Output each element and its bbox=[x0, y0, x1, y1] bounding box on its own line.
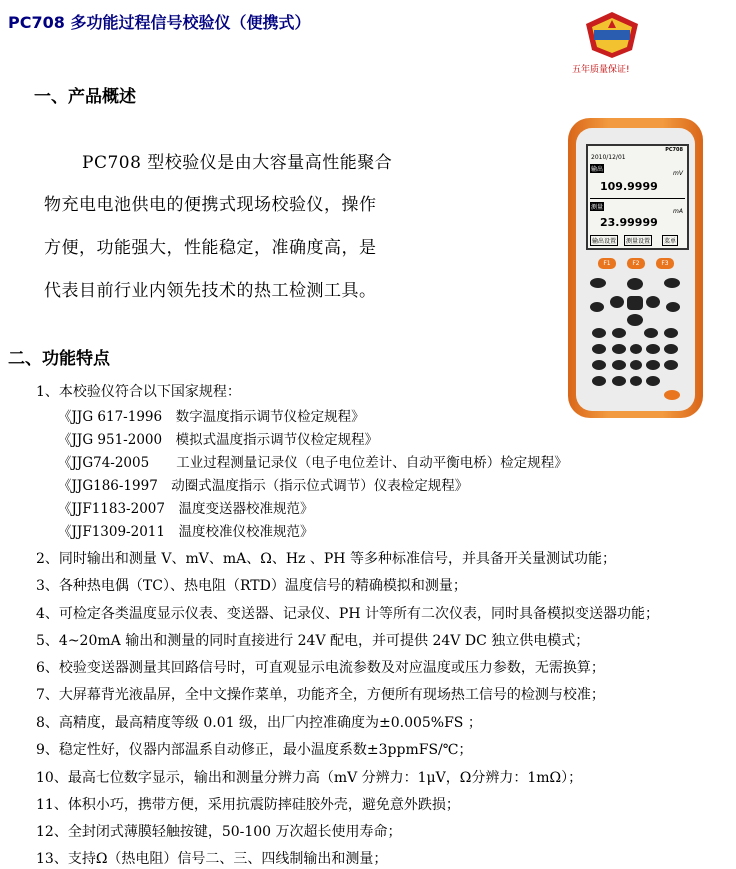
device-f3-key: F3 bbox=[656, 258, 674, 269]
feature-item: 13、支持Ω（热电阻）信号二、三、四线制输出和测量； bbox=[36, 851, 388, 867]
device-screen bbox=[586, 144, 689, 250]
feature-item: 10、最高七位数字显示，输出和测量分辨力高（mV 分辨力：1μV，Ω分辨力：1mΩ）； bbox=[36, 770, 583, 786]
page-title: PC708 多功能过程信号校验仪（便携式） bbox=[8, 13, 311, 32]
intro-line: 代表目前行业内领先技术的热工检测工具。 bbox=[44, 281, 377, 301]
screen-output-tag: 输出 bbox=[591, 166, 604, 173]
badge-caption: 五年质量保证! bbox=[572, 65, 630, 75]
standard-item: 《JJG 617-1996 数字温度指示调节仪检定规程》 bbox=[58, 409, 365, 425]
feature-item: 9、稳定性好，仪器内部温系自动修正，最小温度系数±3ppmFS/℃； bbox=[36, 742, 473, 758]
section-heading-overview: 一、产品概述 bbox=[34, 87, 136, 107]
screen-date: 2010/12/01 bbox=[591, 154, 626, 161]
feature-item: 3、各种热电偶（TC）、热电阻（RTD）温度信号的精确模拟和测量； bbox=[36, 578, 467, 594]
intro-line: 方便，功能强大，性能稳定，准确度高，是 bbox=[44, 238, 377, 258]
screen-measure-tag: 测量 bbox=[591, 204, 604, 211]
feature-item: 7、大屏幕背光液晶屏，全中文操作菜单，功能齐全，方便所有现场热工信号的检测与校准； bbox=[36, 687, 605, 703]
feature-item: 6、校验变送器测量其回路信号时，可直观显示电流参数及对应温度或压力参数，无需换算； bbox=[36, 660, 605, 676]
standard-item: 《JJG 951-2000 模拟式温度指示调节仪检定规程》 bbox=[58, 432, 379, 448]
screen-model: PC708 bbox=[665, 147, 683, 153]
screen-measure-value: 23.99999 bbox=[600, 216, 658, 229]
intro-line: PC708 型校验仪是由大容量高性能聚合 bbox=[82, 153, 393, 173]
feature-item: 4、可检定各类温度显示仪表、变送器、记录仪、PH 计等所有二次仪表，同时具备模拟变送器功能； bbox=[36, 606, 659, 622]
calibrator-device-image bbox=[568, 118, 703, 428]
screen-menu-measure: 测量设置 bbox=[624, 235, 652, 246]
screen-output-unit: mV bbox=[673, 170, 683, 177]
device-f2-key: F2 bbox=[627, 258, 645, 269]
section-heading-features: 二、功能特点 bbox=[8, 349, 110, 369]
standard-item: 《JJF1183-2007 温度变送器校准规范》 bbox=[58, 501, 314, 517]
standard-item: 《JJG74-2005 工业过程测量记录仪（电子电位差计、自动平衡电桥）检定规程》 bbox=[58, 455, 568, 471]
quality-badge-icon bbox=[582, 10, 642, 60]
intro-line: 物充电电池供电的便携式现场校验仪，操作 bbox=[44, 195, 377, 215]
feature-item: 12、全封闭式薄膜轻触按键，50-100 万次超长使用寿命； bbox=[36, 824, 402, 840]
feature-item: 2、同时输出和测量 V、mV、mA、Ω、Hz 、PH 等多种标准信号，并具备开关量测试功能； bbox=[36, 551, 616, 567]
screen-measure-unit: mA bbox=[673, 208, 683, 215]
feature-item: 8、高精度，最高精度等级 0.01 级，出厂内控准确度为±0.005%FS ； bbox=[36, 715, 482, 731]
feature-item: 11、体积小巧，携带方便，采用抗震防摔硅胶外壳，避免意外跌损； bbox=[36, 797, 460, 813]
standard-item: 《JJF1309-2011 温度校准仪校准规范》 bbox=[58, 524, 314, 540]
feature-item: 5、4~20mA 输出和测量的同时直接进行 24V 配电，并可提供 24V DC 独立供电模式； bbox=[36, 633, 590, 649]
screen-output-value: 109.9999 bbox=[600, 180, 658, 193]
device-f1-key: F1 bbox=[598, 258, 616, 269]
standard-item: 《JJG186-1997 动圈式温度指示（指示位式调节）仪表检定规程》 bbox=[58, 478, 469, 494]
screen-menu-output: 输出设置 bbox=[590, 235, 618, 246]
screen-menu-main: 菜单 bbox=[662, 235, 678, 246]
feature-item: 1、本校验仪符合以下国家规程： bbox=[36, 384, 241, 400]
